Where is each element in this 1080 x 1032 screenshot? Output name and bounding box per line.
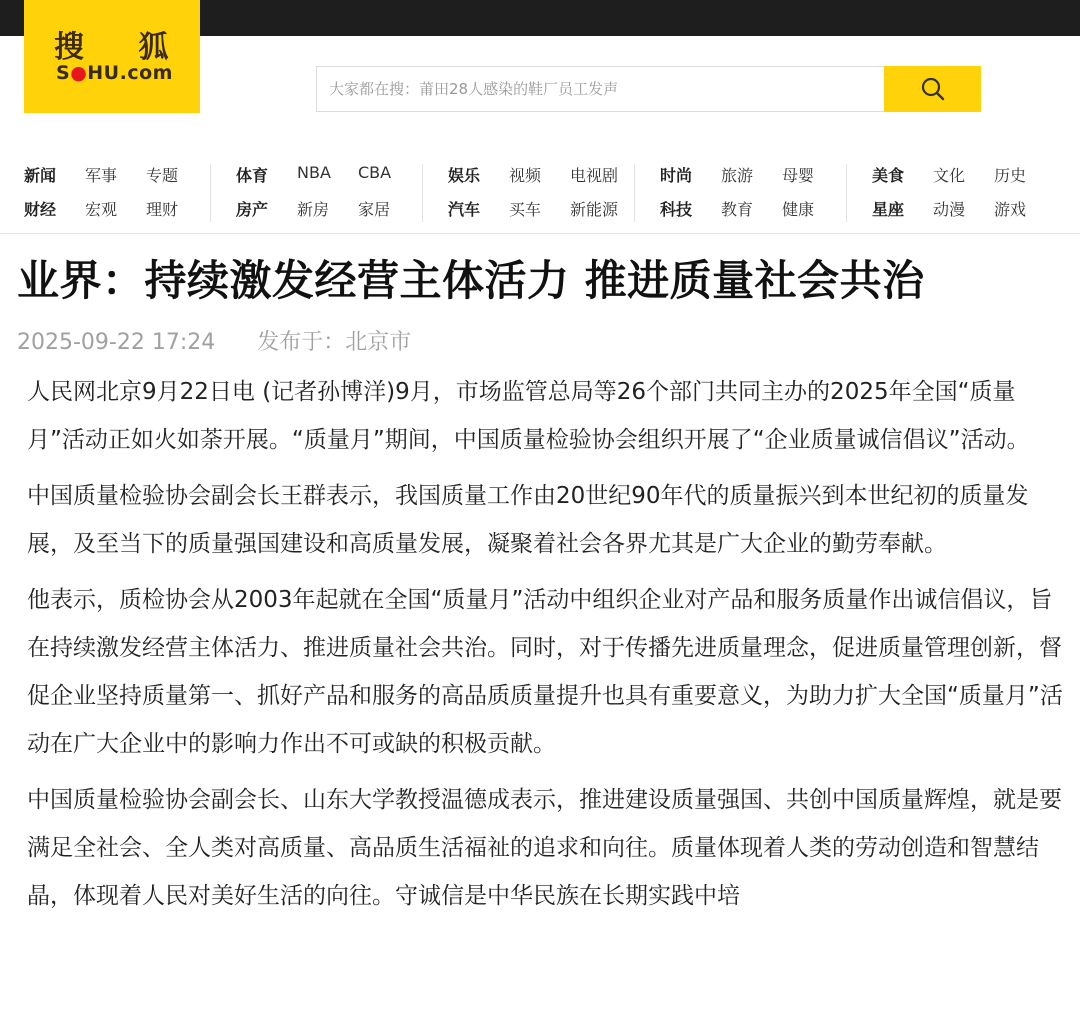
nav-link[interactable]: 游戏	[994, 200, 1027, 219]
nav-link[interactable]: 星座	[872, 200, 905, 219]
nav-link[interactable]: 军事	[85, 166, 118, 185]
article-body	[27, 368, 1067, 928]
nav-link[interactable]: 新闻	[24, 166, 57, 185]
nav-link[interactable]: 美食	[872, 166, 905, 185]
nav-link[interactable]: 专题	[146, 166, 179, 185]
nav-link[interactable]: 体育	[236, 166, 269, 185]
article-paragraph: 中国质量检验协会副会长王群表示，我国质量工作由20世纪90年代的质量振兴到本世纪初的质量发展，及至当下的质量强国建设和高质量发展，凝聚着社会各界尤其是广大企业的勤劳奉献。	[27, 483, 1029, 557]
nav-separator	[210, 164, 211, 222]
nav-link[interactable]: 旅游	[721, 166, 754, 185]
nav-separator	[422, 164, 423, 222]
search-icon	[920, 76, 946, 102]
nav-link[interactable]: 买车	[509, 200, 542, 219]
nav-link[interactable]: 房产	[236, 200, 269, 219]
article-meta	[17, 325, 411, 356]
logo-chinese-text: 搜 狐	[54, 30, 191, 65]
logo-english-text: S●HU.com	[56, 62, 173, 84]
nav-link[interactable]: 汽车	[448, 200, 481, 219]
article-paragraph: 他表示，质检协会从2003年起就在全国“质量月”活动中组织企业对产品和服务质量作出诚信倡议，旨在持续激发经营主体活力、推进质量社会共治。同时，对于传播先进质量理念，促进质量管理创新，督促企业坚持质量第一、抓好产品和服务的高品质质量提升也具有重要意义，为助力扩大全国“质量月”活动在广大企业中的影响力作出不可或缺的积极贡献。	[27, 587, 1063, 757]
article-title: 业界：持续激发经营主体活力 推进质量社会共治	[17, 256, 925, 305]
nav-link[interactable]: 电视剧	[570, 166, 619, 185]
nav-link[interactable]: 动漫	[933, 200, 966, 219]
nav-link[interactable]: 科技	[660, 200, 693, 219]
sohu-logo[interactable]	[24, 0, 200, 113]
search-input[interactable]: 大家都在搜：莆田28人感染的鞋厂员工发声	[316, 66, 884, 112]
nav-link[interactable]: 历史	[994, 166, 1027, 185]
nav-link[interactable]: 母婴	[782, 166, 815, 185]
article-paragraph: 人民网北京9月22日电 (记者孙博洋)9月，市场监管总局等26个部门共同主办的2025年全国“质量月”活动正如火如荼开展。“质量月”期间，中国质量检验协会组织开展了“企业质量诚信倡议”活动。	[27, 379, 1030, 453]
nav-separator	[634, 164, 635, 222]
nav-link[interactable]: 娱乐	[448, 166, 481, 185]
nav-link[interactable]: 宏观	[85, 200, 118, 219]
nav-link[interactable]: 文化	[933, 166, 966, 185]
nav-link[interactable]: 视频	[509, 166, 542, 185]
nav-link[interactable]: NBA	[297, 163, 331, 182]
nav-link[interactable]: 教育	[721, 200, 754, 219]
publish-location: 发布于：北京市	[257, 330, 412, 355]
nav-link[interactable]: 新房	[297, 200, 330, 219]
nav-separator	[846, 164, 847, 222]
publish-date: 2025-09-22 17:24	[17, 330, 216, 355]
article-paragraph: 中国质量检验协会副会长、山东大学教授温德成表示，推进建设质量强国、共创中国质量辉煌，就是要满足全社会、全人类对高质量、高品质生活福祉的追求和向往。质量体现着人类的劳动创造和智慧结晶，体现着人民对美好生活的向往。守诚信是中华民族在长期实践中培	[27, 787, 1062, 909]
nav-link[interactable]: 健康	[782, 200, 815, 219]
nav-link[interactable]: 时尚	[660, 166, 693, 185]
nav-link[interactable]: 家居	[358, 200, 391, 219]
search-button[interactable]	[884, 66, 981, 112]
nav-link[interactable]: 新能源	[570, 200, 619, 219]
nav-link[interactable]: CBA	[358, 163, 392, 182]
nav-link[interactable]: 理财	[146, 200, 179, 219]
nav-divider	[0, 233, 1080, 234]
nav-link[interactable]: 财经	[24, 200, 57, 219]
